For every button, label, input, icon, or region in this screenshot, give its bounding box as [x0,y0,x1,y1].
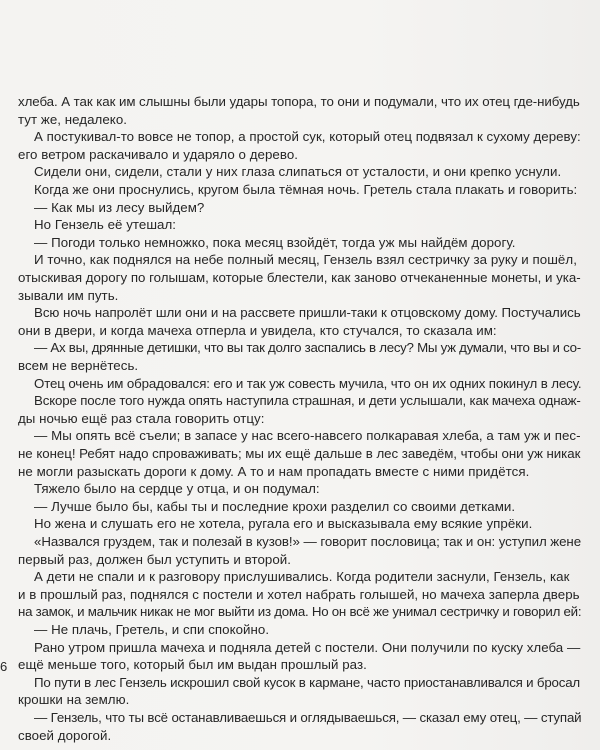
text-line: первый раз, должен был уступить и второй. [18,551,291,567]
text-line: его ветром раскачивало и ударяло о дерево. [18,146,299,162]
text-line: — Мы опять всё съели; в запасе у нас всего-навсего полкаравая хлеба, а там уж и пес- [34,428,581,444]
text-line: не конец! Ребят надо спроваживать; мы их ещё дальше в лес заведём, чтобы они уж никак [18,446,581,461]
text-line: — Лучше было бы, кабы ты и последние крохи разделил со своими детками. [34,498,516,514]
page-number: 6 [0,659,8,674]
text-line: Всю ночь напролёт шли они и на рассвете пришли-таки к отцовскому дому. Постучались [34,305,581,321]
text-line: А дети не спали и к разговору прислушивались. Когда родители заснули, Гензель, как [34,569,570,585]
text-line: Сидели они, сидели, стали у них глаза слипаться от усталости, и они крепко уснули. [34,164,562,180]
text-line: и в прошлый раз, поднялся с постели и хотел набрать голышей, но мачеха заперла дверь [18,586,580,602]
text-line: тут же, недалеко. [18,111,128,127]
text-line: Рано утром пришла мачеха и подняла детей с постели. Они получили по куску хлеба — [34,639,581,655]
text-line: Вскоре после того нужда опять наступила страшная, и дети услышали, как мачеха однаж- [34,393,581,409]
text-line: И точно, как поднялся на небе полный месяц, Гензель взял сестричку за руку и пошёл, [34,252,577,268]
text-line: — Гензель, что ты всё останавливаешься и оглядываешься, — сказал ему отец, — ступай [34,710,582,725]
text-line: — Ах вы, дрянные детишки, что вы так долго заспались в лесу? Мы уж думали, что вы и со- [34,340,581,356]
text-line: хлеба. А так как им слышны были удары топора, то они и подумали, что их отец где-нибудь [18,94,580,109]
text-line: всем не вернётесь. [18,358,139,373]
text-line: не могли разыскать дороги к дому. А то и нам пропадать вместе с ними придётся. [18,463,530,479]
text-line: на замок, и мальчик никак не мог выйти из дома. Но он всё же унимал сестричку и говорил ей: [18,604,582,620]
text-line: А постукивал-то вовсе не топор, а простой сук, который отец подвязал к сухому дереву: [34,129,581,145]
text-line: ещё меньше того, который был им выдан прошлый раз. [18,657,367,673]
text-line: они в двери, и когда мачеха отперла и увидела, кто стучался, то сказала им: [18,322,497,338]
text-line: — Не плачь, Гретель, и спи спокойно. [34,622,270,637]
text-line: Когда же они проснулись, кругом была тёмная ночь. Гретель стала плакать и говорить: [34,182,578,197]
text-line: Но жена и слушать его не хотела, ругала его и высказывала ему всякие упрёки. [34,516,533,532]
text-line: зывали им путь. [18,287,119,303]
text-line: «Назвался груздем, так и полезай в кузов!» — говорит пословица; так и он: уступил жене [34,534,582,549]
text-line: своей дорогой. [18,727,112,743]
text-line: крошки на землю. [18,692,130,708]
text-line: Отец очень им обрадовался: его и так уж совесть мучила, что он их одних покинул в лесу. [34,375,582,391]
text-line: — Погоди только немножко, пока месяц взойдёт, тогда уж мы найдём дорогу. [34,234,516,250]
text-line: ды ночью ещё раз стала говорить отцу: [18,410,265,426]
text-line: Но Гензель её утешал: [34,217,177,233]
text-line: отыскивая дорогу по голышам, которые блестели, как заново отчеканенные монеты, и ука- [18,270,581,285]
text-line: — Как мы из лесу выйдем? [34,199,205,215]
text-line: Тяжело было на сердце у отца, и он подумал: [34,481,320,497]
text-line: По пути в лес Гензель искрошил свой кусок в кармане, часто приостанавливался и бросал [34,674,580,690]
